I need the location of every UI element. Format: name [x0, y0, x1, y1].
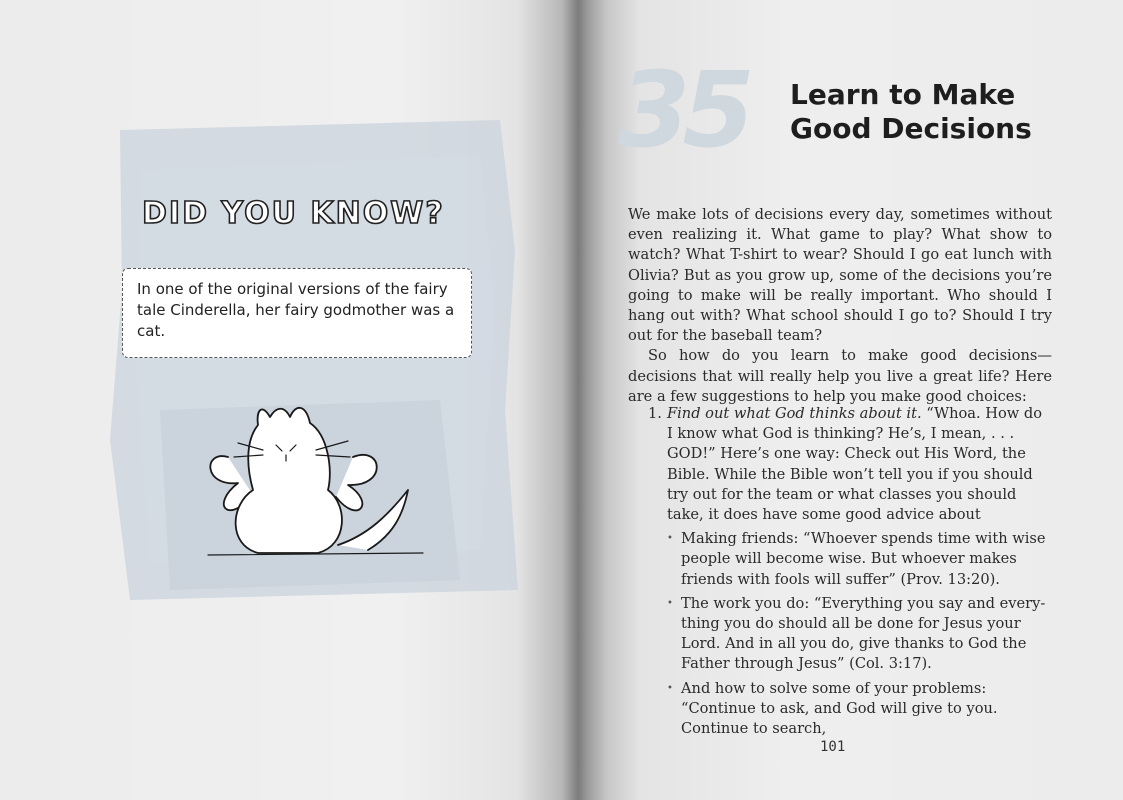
- fact-text: In one of the original versions of the fairy tale Cinderella, her fairy godmother was a cat.: [137, 280, 455, 340]
- list-item-text: “Whoa. How do I know what God is thinking? He’s, I mean, . . . GOD!” Here’s one way: Check out His Word, the Bible. While the Bible won’t tell you if you should try out for the team or what classes you should take, it does have some good advice about: [667, 405, 1043, 524]
- chapter-title: [790, 78, 1090, 146]
- list-item-body: [667, 404, 1052, 739]
- bullet-item: • And how to solve some of your problems: “Continue to ask, and God will give to you. Continue to search,: [667, 679, 1052, 740]
- bullet-item: • Making friends: “Whoever spends time with wise people will become wise. But whoever makes friends with fools will suffer” (Prov. 13:20).: [667, 529, 1052, 590]
- list-item-number: 1.: [648, 405, 662, 422]
- list-item: [648, 404, 1052, 739]
- body-text: [628, 205, 1052, 407]
- paragraph-2: So how do you learn to make good decisions—decisions that will really help you live a great life? Here are a few suggestions to help you make good choices:: [628, 347, 1052, 405]
- fact-box: [122, 268, 472, 358]
- chapter-number: 35: [618, 49, 747, 171]
- list-item-lead: Find out what God thinks about it.: [667, 405, 922, 422]
- page-number: 101: [820, 739, 846, 755]
- bullet-list: [667, 529, 1052, 739]
- suggestion-list: [648, 404, 1052, 743]
- cat-fairy-godmother-illustration: [198, 395, 428, 560]
- bullet-item: • The work you do: “Everything you say and every-thing you do should all be done for Jesus your Lord. And in all you do, give thanks to God the Father through Jesus” (Col. 3:17).: [667, 594, 1052, 675]
- chapter-title-line2: Good Decisions: [790, 112, 1032, 145]
- left-page: [0, 0, 560, 800]
- paragraph-1: We make lots of decisions every day, sometimes without even realizing it. What game to play? What show to watch? What T-shirt to wear? Should I go eat lunch with Olivia? But as you grow up, some of the decisions you’re going to make will be really important. Who should I hang out with? What school should I go to? Should I try out for the baseball team?: [628, 206, 1052, 345]
- chapter-title-line1: Learn to Make: [790, 78, 1016, 111]
- did-you-know-heading: DID YOU KNOW?: [142, 196, 445, 231]
